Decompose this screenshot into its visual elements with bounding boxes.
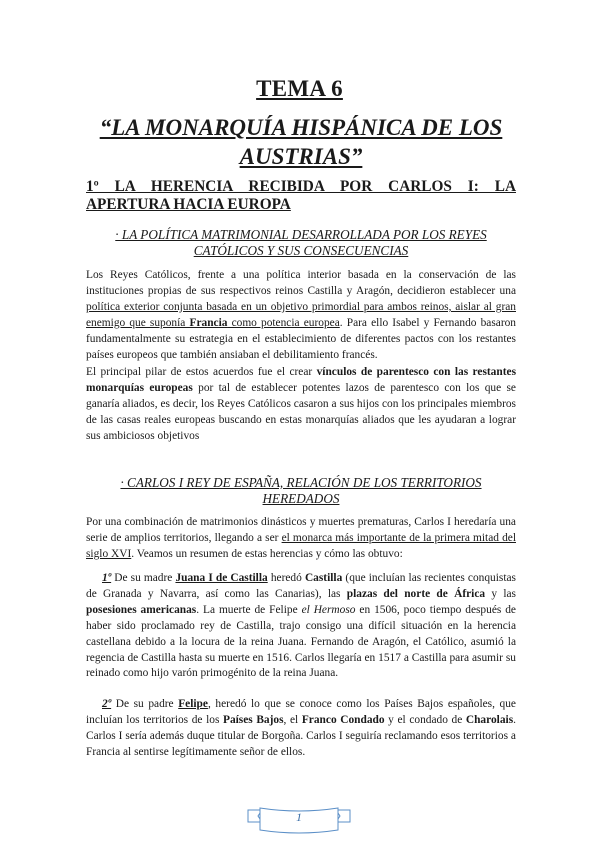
subsection-heading-1-line-1: · LA POLÍTICA MATRIMONIAL DESARROLLADA POR LOS REYES <box>115 227 487 242</box>
p4-text-d: (que incluían las recientes conquistas de Granada y Navarra, así como las Canarias), las <box>86 572 516 600</box>
p4-bold-4: posesiones americanas <box>86 603 197 616</box>
p1-underlined-a: política exterior conjunta basada en un objetivo primordial para ambos reinos, aislar al gran enemigo que suponía <box>86 300 516 329</box>
p4-text-f: . La muerte de Felipe <box>196 603 302 616</box>
p4-text-e: y las <box>485 587 516 600</box>
subsection-heading-1-line-2: CATÓLICOS Y SUS CONSECUENCIAS <box>193 243 409 258</box>
paragraph-4 <box>86 571 516 682</box>
subtitle-line-1: “LA MONARQUÍA HISPÁNICA DE LOS <box>99 115 503 140</box>
p4-bold-1-text: Juana I de Castilla <box>175 572 268 584</box>
p4-italic: el Hermoso <box>301 603 356 616</box>
section-heading-1-line-2: APERTURA HACIA EUROPA <box>86 196 291 213</box>
p5-bold-4: Charolais <box>465 713 514 726</box>
p1-text-b: . Para ello Isabel y Fernando basaron fundamentalmente su estrategia en el establecimiento de diferentes pactos con los restantes países europeos que también ansiaban el debilitamiento francés. <box>86 316 517 361</box>
p4-bold-1 <box>175 572 267 584</box>
p5-text-e: y el condado de <box>384 713 466 726</box>
subtitle-line-2: AUSTRIAS” <box>239 144 363 169</box>
p4-number <box>102 572 111 584</box>
subsection-heading-2 <box>86 475 516 507</box>
p2-bold: vínculos de parentesco con las restantes monarquías europeas <box>86 366 516 394</box>
p5-text-f: . Carlos I sería además duque titular de Borgoña. Carlos I seguiría reclamando esos territorios a Francia al sentirse legítimamente señor de ellos. <box>86 713 516 758</box>
p3-text-a: Por una combinación de matrimonios dinásticos y muertes prematuras, Carlos I heredaría una serie de amplios territorios, llegando a ser <box>86 516 516 544</box>
p1-text-a: Los Reyes Católicos, frente a una política interior basada en la conservación de las instituciones propias de sus respectivos reinos Castilla y Aragón, decidieron establecer una <box>86 269 516 297</box>
subsection-heading-1 <box>86 227 516 259</box>
paragraph-2 <box>86 365 516 445</box>
p5-text-c: , heredó lo que se conoce como los Países Bajos españoles, que incluían los territorios de los <box>86 698 516 726</box>
page-number: 1 <box>296 810 302 824</box>
p5-number <box>102 698 111 710</box>
p3-underlined: el monarca más importante de la primera mitad del siglo XVI <box>86 531 516 560</box>
p5-bold-1-text: Felipe <box>178 698 208 710</box>
document-title: TEMA 6 <box>256 76 343 101</box>
p4-bold-2: Castilla <box>304 572 343 584</box>
p5-bold-3: Franco Condado <box>301 713 385 726</box>
p4-text-g: en 1506, poco tiempo después de haber sido proclamado rey de Castilla, trajo consigo una difícil situación en la herencia castellana debido a la locura de la reina Juana. Fernando de Aragón, el Católico, asumió la regencia de Castilla hasta su muerte en 1516. Carlos llegaría en 1517 a Castilla para asumir su reinado como hijo varón primogénito de la reina Juana. <box>86 603 516 680</box>
p2-text-c: por tal de establecer potentes lazos de parentesco con los que se ganaría aliados, es decir, los Reyes Católicos casaron a sus hijos con los principales miembros de las casas reales europeas buscando en estas monarquías aliados que les ayudaran a lograr sus ambiciosos objetivos <box>86 381 516 442</box>
p5-bold-1 <box>178 698 208 710</box>
section-heading-1 <box>86 178 516 214</box>
p4-bold-3: plazas del norte de África <box>346 587 486 600</box>
p5-text-d: , el <box>283 713 302 726</box>
p5-number-text: 2º <box>102 698 112 710</box>
paragraph-1 <box>86 268 516 363</box>
p1-bold-francia: Francia <box>189 316 228 329</box>
p4-number-text: 1º <box>102 572 112 584</box>
p4-text-c: heredó <box>267 572 305 584</box>
section-heading-1-line-1: 1º LA HERENCIA RECIBIDA POR CARLOS I: LA <box>86 178 516 195</box>
p2-text-a: El principal pilar de estos acuerdos fue el crear <box>86 366 317 378</box>
p5-text-a: De su padre <box>111 698 179 710</box>
paragraph-3 <box>86 515 516 563</box>
p4-text-a: De su madre <box>111 572 176 584</box>
subsection-heading-2-line-1: · CARLOS I REY DE ESPAÑA, RELACIÓN DE LOS TERRITORIOS <box>120 475 482 490</box>
subsection-heading-2-line-2: HEREDADOS <box>262 491 340 506</box>
p3-text-b: . Veamos un resumen de estas herencias y cómo las obtuvo: <box>131 547 403 560</box>
p1-underlined-c: como potencia europea <box>227 316 340 329</box>
p5-bold-2: Países Bajos <box>222 713 284 726</box>
paragraph-5 <box>86 697 516 761</box>
document-subtitle <box>84 113 518 171</box>
